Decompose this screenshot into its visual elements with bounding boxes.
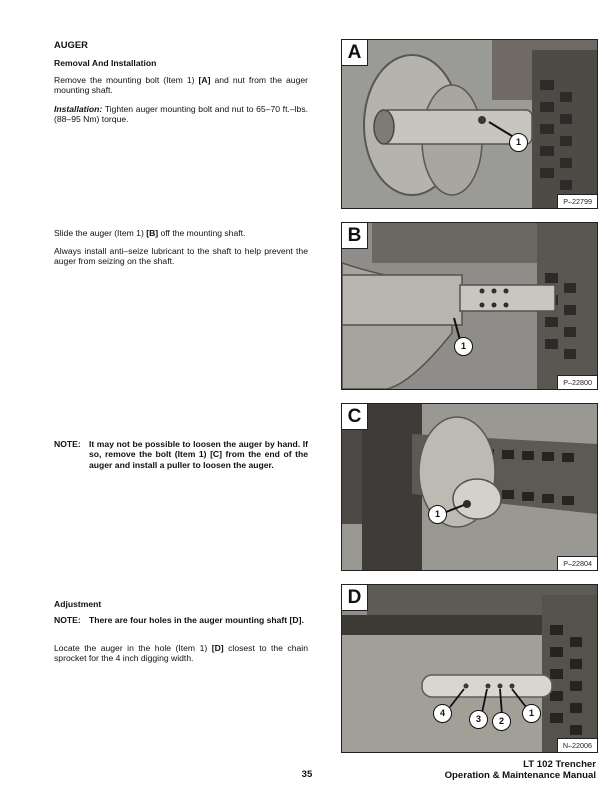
adjustment-title: Adjustment: [54, 599, 102, 609]
footer-title-line1: LT 102 Trencher: [523, 759, 596, 770]
section-subtitle: Removal And Installation: [54, 58, 157, 68]
note1-text: It may not be possible to loosen the auger by hand. If so, remove the bolt (Item 1) [C] from the end of the auger and install a puller to loosen the auger.: [89, 439, 308, 470]
figure-c-label: C: [342, 404, 368, 430]
installation-label: Installation:: [54, 104, 103, 114]
installation-text: Tighten auger mounting bolt and nut to 65–70 ft.–lbs. (88–95 Nm) torque.: [54, 104, 308, 125]
figure-ref-d: [D]: [211, 643, 224, 653]
paragraph-installation: [54, 104, 308, 125]
figure-a-code: P–22799: [557, 194, 597, 208]
paragraph-anti-seize: Always install anti–seize lubricant to the shaft to help prevent the auger from seizing on the shaft.: [54, 246, 308, 267]
figure-b: [341, 222, 598, 390]
figure-d-callout-1: 1: [522, 704, 541, 723]
figure-c-photo: [342, 404, 597, 570]
figure-b-callout-1: 1: [454, 337, 473, 356]
figure-a-photo: [342, 40, 597, 208]
figure-a-callout-1: 1: [509, 133, 528, 152]
figure-d-callout-2: 2: [492, 712, 511, 731]
paragraph-remove-bolt: [54, 75, 308, 96]
figure-d-code: N–22006: [557, 738, 597, 752]
figure-a: [341, 39, 598, 209]
figure-d-label: D: [342, 585, 368, 611]
footer-title-line2: Operation & Maintenance Manual: [444, 770, 596, 781]
figure-d-callout-3: 3: [469, 710, 488, 729]
para1-post: and nut from the auger mounting shaft.: [54, 75, 308, 96]
figure-b-photo: [342, 223, 597, 389]
section-title: AUGER: [54, 39, 88, 50]
figure-b-code: P–22800: [557, 375, 597, 389]
figure-b-label: B: [342, 223, 368, 249]
para1-pre: Remove the mounting bolt (Item 1): [54, 75, 199, 85]
figure-ref-b: [B]: [146, 228, 159, 238]
figure-ref-a: [A]: [198, 75, 211, 85]
figure-c: [341, 403, 598, 571]
figure-d-photo: [342, 585, 597, 752]
note-loosen-auger: [54, 439, 308, 470]
adj-pre: Locate the auger in the hole (Item 1): [54, 643, 212, 653]
paragraph-locate-auger: [54, 643, 308, 664]
note2-text: There are four holes in the auger mounting shaft [D].: [89, 615, 304, 625]
page-number: 35: [301, 769, 313, 780]
note-four-holes: [54, 615, 308, 625]
figure-c-code: P–22804: [557, 556, 597, 570]
figure-d: [341, 584, 598, 753]
para3-post: off the mounting shaft.: [158, 228, 246, 238]
note2-label: NOTE:: [54, 615, 81, 625]
adj-post: closest to the chain sprocket for the 4 inch digging width.: [54, 643, 308, 664]
figure-d-callout-4: 4: [433, 704, 452, 723]
figure-a-label: A: [342, 40, 368, 66]
para3-pre: Slide the auger (Item 1): [54, 228, 147, 238]
figure-c-callout-1: 1: [428, 505, 447, 524]
paragraph-slide-auger: [54, 228, 308, 238]
note1-label: NOTE:: [54, 439, 81, 449]
